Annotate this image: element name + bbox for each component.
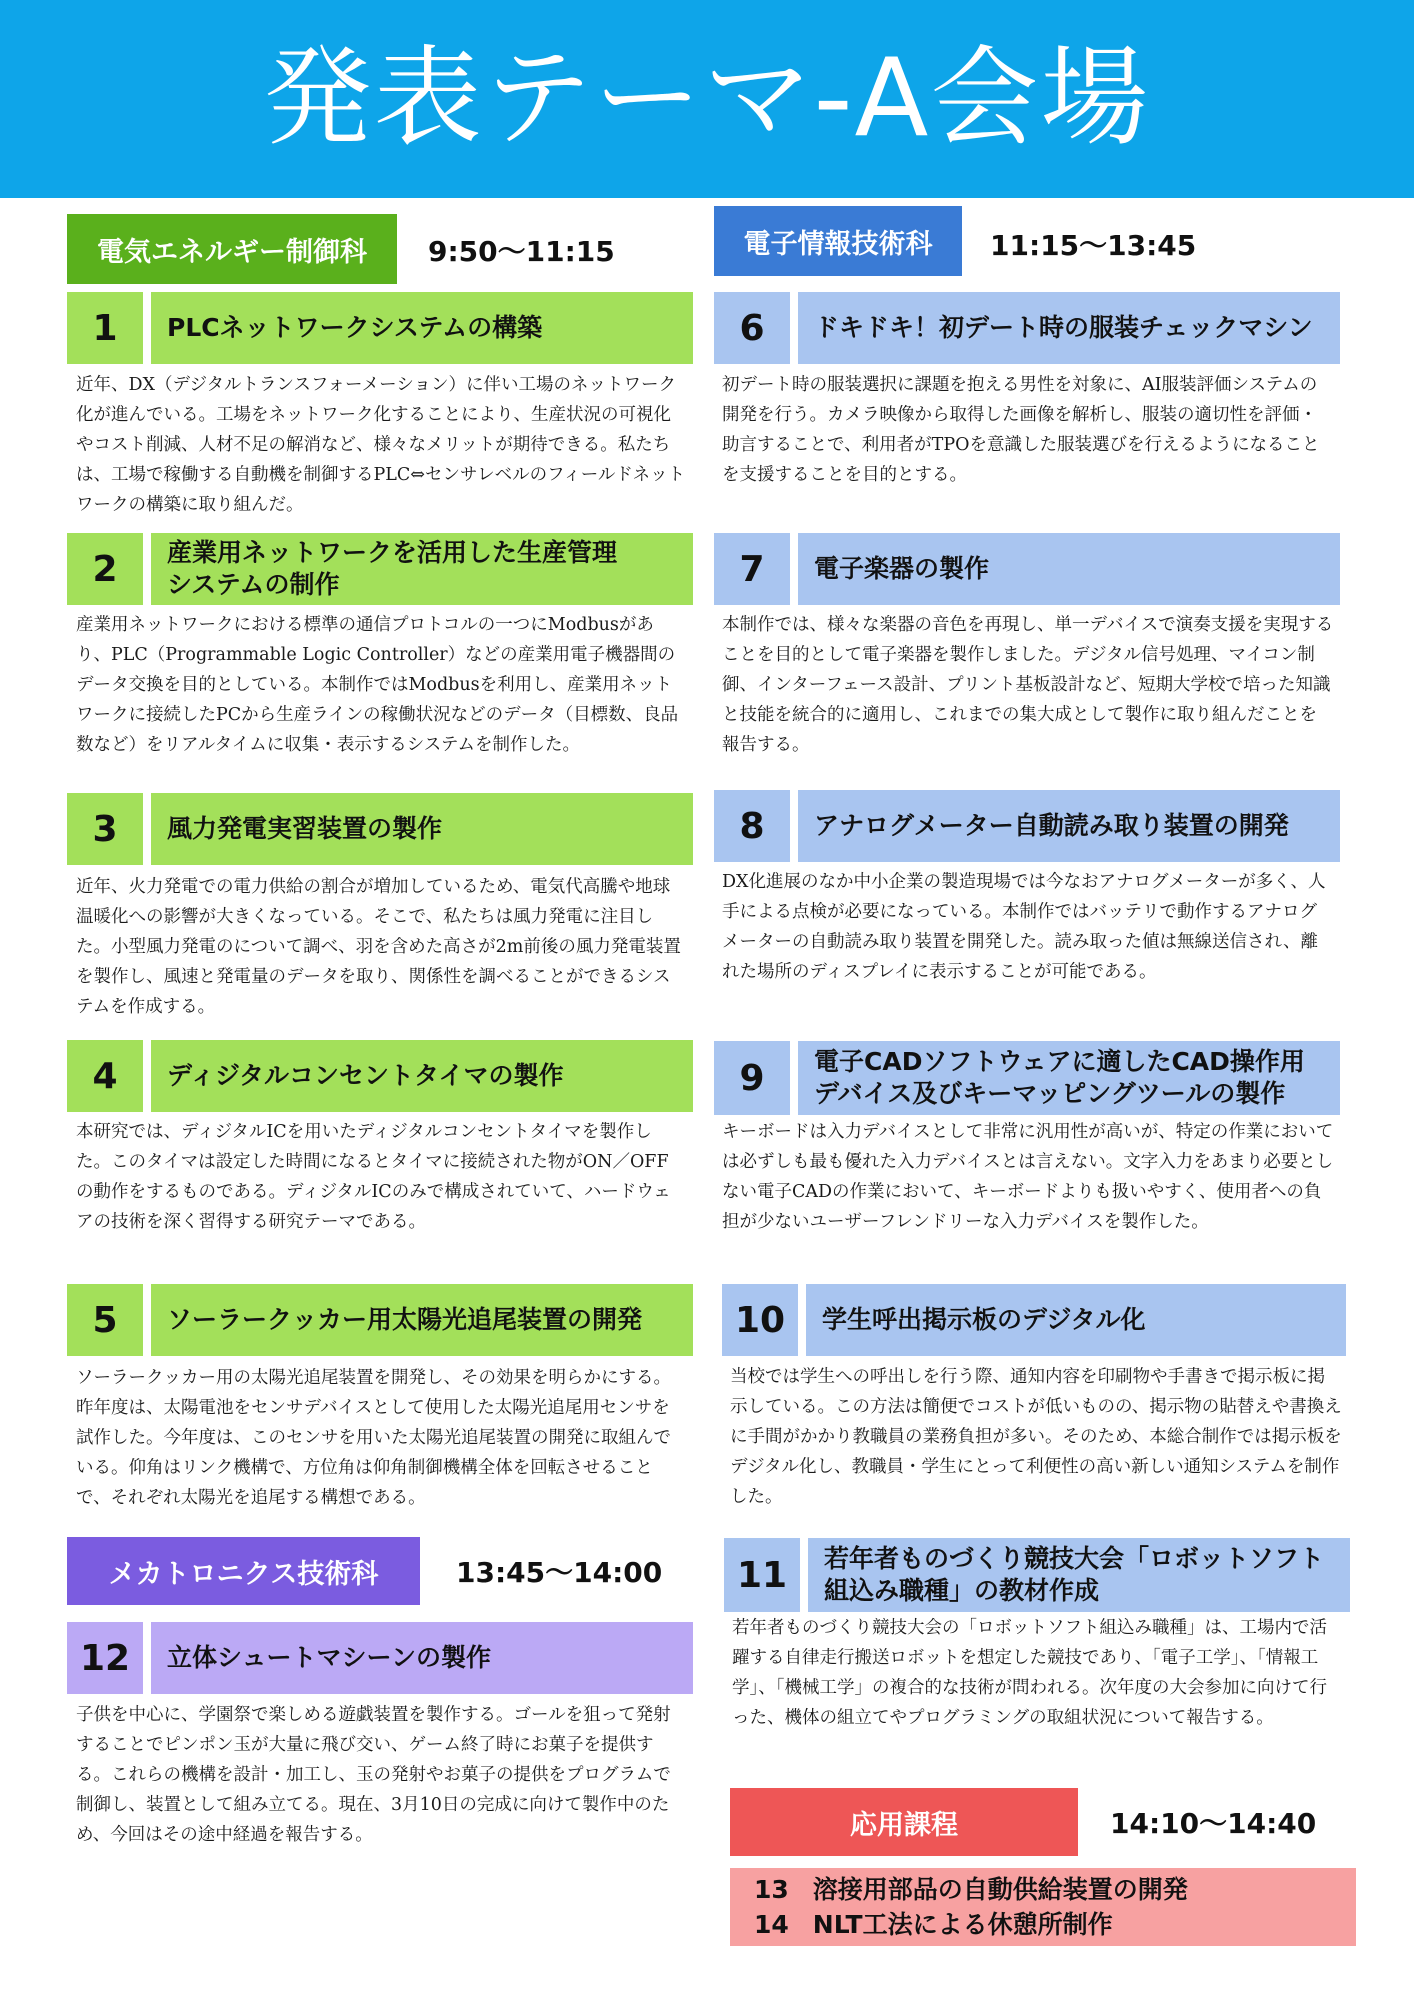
topic-6-header — [714, 292, 1340, 364]
topic-title: 立体シュートマシーンの製作 — [151, 1622, 693, 1694]
topic-title: ソーラークッカー用太陽光追尾装置の開発 — [151, 1284, 693, 1356]
topic-number: 14 — [754, 1910, 789, 1939]
section-mecha-time: 13:45〜14:00 — [456, 1556, 663, 1589]
topic-11-description: 若年者ものづくり競技大会の「ロボットソフト組込み職種」は、工場内で活躍する自律走行搬送ロボットを想定した競技であり、「電子工学」、「情報工学」、「機械工学」の複合的な技術が問われる。次年度の大会参加に向けて行った、機体の組立てやプログラミングの取組状況について報告する。 — [732, 1618, 1327, 1728]
topic-number: 11 — [724, 1538, 800, 1612]
topic-number: 4 — [67, 1040, 143, 1112]
topic-8-description: DX化進展のなか中小企業の製造現場では今なおアナログメーターが多く、人手による点検が必要になっている。本制作ではバッテリで動作するアナログメーターの自動読み取り装置を開発した。読み取った値は無線送信され、離れた場所のディスプレイに表示することが可能である。 — [722, 872, 1326, 982]
topic-number: 7 — [714, 533, 790, 605]
topic-4-header — [67, 1040, 693, 1112]
topic-title: 風力発電実習装置の製作 — [151, 793, 693, 865]
topic-title: 溶接用部品の自動供給装置の開発 — [812, 1875, 1188, 1904]
topic-3-header — [67, 793, 693, 865]
topic-5-header — [67, 1284, 693, 1356]
topic-9-description: キーボードは入力デバイスとして非常に汎用性が高いが、特定の作業においては必ずしも最も優れた入力デバイスとは言えない。文字入力をあまり必要としない電子CADの作業において、キーボードよりも扱いやすく、使用者への負担が少ないユーザーフレンドリーな入力デバイスを製作した。 — [722, 1122, 1334, 1232]
topic-title: PLCネットワークシステムの構築 — [151, 292, 693, 364]
page-title: 発表テーマ-A会場 — [263, 36, 1151, 161]
topic-title: 産業用ネットワークを活用した生産管理 システムの制作 — [151, 533, 693, 605]
topic-7-header — [714, 533, 1340, 605]
topic-7-description: 本制作では、様々な楽器の音色を再現し、単一デバイスで演奏支援を実現することを目的として電子楽器を製作しました。デジタル信号処理、マイコン制御、インターフェース設計、プリント基板設計など、短期大学校で培った知識と技能を統合的に適用し、これまでの集大成として製作に取り組んだことを報告する。 — [722, 615, 1334, 755]
topic-title: アナログメーター自動読み取り装置の開発 — [798, 790, 1340, 862]
topic-number: 1 — [67, 292, 143, 364]
section-denshi-time: 11:15〜13:45 — [990, 229, 1197, 262]
topic-5-description: ソーラークッカー用の太陽光追尾装置を開発し、その効果を明らかにする。昨年度は、太陽電池をセンサデバイスとして使用した太陽光追尾用センサを試作した。今年度は、このセンサを用いた太陽光追尾装置の開発に取組んでいる。仰角はリンク機構で、方位角は仰角制御機構全体を回転させることで、それぞれ太陽光を追尾する構想である。 — [76, 1368, 671, 1508]
topic-11-header — [724, 1538, 1350, 1612]
topic-number: 9 — [714, 1041, 790, 1115]
topic-number: 12 — [67, 1622, 143, 1694]
final-topic-13 — [754, 1872, 1332, 1907]
topic-number: 2 — [67, 533, 143, 605]
topic-number: 10 — [722, 1284, 798, 1356]
final-topic-14 — [754, 1907, 1332, 1942]
section-mecha: メカトロニクス技術科 — [67, 1537, 420, 1605]
topic-3-description: 近年、火力発電での電力供給の割合が増加しているため、電気代高騰や地球温暖化への影響が大きくなっている。そこで、私たちは風力発電に注目した。小型風力発電のについて調べ、羽を含めた高さが2m前後の風力発電装置を製作し、風速と発電量のデータを取り、関係性を調べることができるシステムを作成する。 — [76, 877, 681, 1017]
topic-10-header — [722, 1284, 1346, 1356]
section-denki: 電気エネルギー制御科 — [67, 214, 397, 284]
section-denki-time: 9:50〜11:15 — [428, 235, 615, 268]
topic-4-description: 本研究では、ディジタルICを用いたディジタルコンセントタイマを製作した。このタイマは設定した時間になるとタイマに接続された物がON／OFFの動作をするものである。ディジタルICのみで構成されていて、ハードウェアの技術を深く習得する研究テーマである。 — [76, 1122, 671, 1232]
topic-title: 電子楽器の製作 — [798, 533, 1340, 605]
topic-2-header — [67, 533, 693, 605]
topic-8-header — [714, 790, 1340, 862]
topic-number: 5 — [67, 1284, 143, 1356]
section-denshi: 電子情報技術科 — [714, 206, 962, 276]
section-ouyou: 応用課程 — [730, 1788, 1078, 1856]
topic-title: ディジタルコンセントタイマの製作 — [151, 1040, 693, 1112]
topic-number: 13 — [754, 1875, 789, 1904]
topic-title: NLT工法による休憩所制作 — [812, 1910, 1113, 1939]
final-topics-box — [730, 1868, 1356, 1946]
topic-12-header — [67, 1622, 693, 1694]
topic-9-header — [714, 1041, 1340, 1115]
section-ouyou-time: 14:10〜14:40 — [1110, 1807, 1317, 1840]
topic-2-description: 産業用ネットワークにおける標準の通信プロトコルの一つにModbusがあり、PLC（Programmable Logic Controller）などの産業用電子機器間のデータ交換を目的としている。本制作ではModbusを利用し、産業用ネットワークに接続したPCから生産ラインの稼働状況などのデータ（目標数、良品数など）をリアルタイムに収集・表示するシステムを制作した。 — [76, 615, 679, 755]
header-banner — [0, 0, 1414, 198]
topic-number: 6 — [714, 292, 790, 364]
topic-title: 若年者ものづくり競技大会「ロボットソフト 組込み職種」の教材作成 — [808, 1538, 1350, 1612]
topic-number: 3 — [67, 793, 143, 865]
topic-number: 8 — [714, 790, 790, 862]
topic-12-description: 子供を中心に、学園祭で楽しめる遊戯装置を製作する。ゴールを狙って発射することでピンポン玉が大量に飛び交い、ゲーム終了時にお菓子を提供する。これらの機構を設計・加工し、玉の発射やお菓子の提供をプログラムで制御し、装置として組み立てる。現在、3月10日の完成に向けて製作中のため、今回はその途中経過を報告する。 — [76, 1705, 671, 1845]
topic-6-description: 初デート時の服装選択に課題を抱える男性を対象に、AI服装評価システムの開発を行う。カメラ映像から取得した画像を解析し、服装の適切性を評価・助言することで、利用者がTPOを意識した服装選びを行えるようになることを支援することを目的とする。 — [722, 375, 1320, 485]
topic-title: 電子CADソフトウェアに適したCAD操作用 デバイス及びキーマッピングツールの製作 — [798, 1041, 1340, 1115]
topic-10-description: 当校では学生への呼出しを行う際、通知内容を印刷物や手書きで掲示板に掲示している。この方法は簡便でコストが低いものの、掲示物の貼替えや書換えに手間がかかり教職員の業務負担が多い。そのため、本総合制作では掲示板をデジタル化し、教職員・学生にとって利便性の高い新しい通知システムを制作した。 — [730, 1367, 1342, 1507]
topic-title: 学生呼出掲示板のデジタル化 — [806, 1284, 1346, 1356]
topic-1-description: 近年、DX（デジタルトランスフォーメーション）に伴い工場のネットワーク化が進んでいる。工場をネットワーク化することにより、生産状況の可視化やコスト削減、人材不足の解消など、様々なメリットが期待できる。私たちは、工場で稼働する自動機を制御するPLC⇔センサレベルのフィールドネットワークの構築に取り組んだ。 — [76, 375, 686, 515]
topic-1-header — [67, 292, 693, 364]
topic-title: ドキドキ！初デート時の服装チェックマシン — [798, 292, 1340, 364]
